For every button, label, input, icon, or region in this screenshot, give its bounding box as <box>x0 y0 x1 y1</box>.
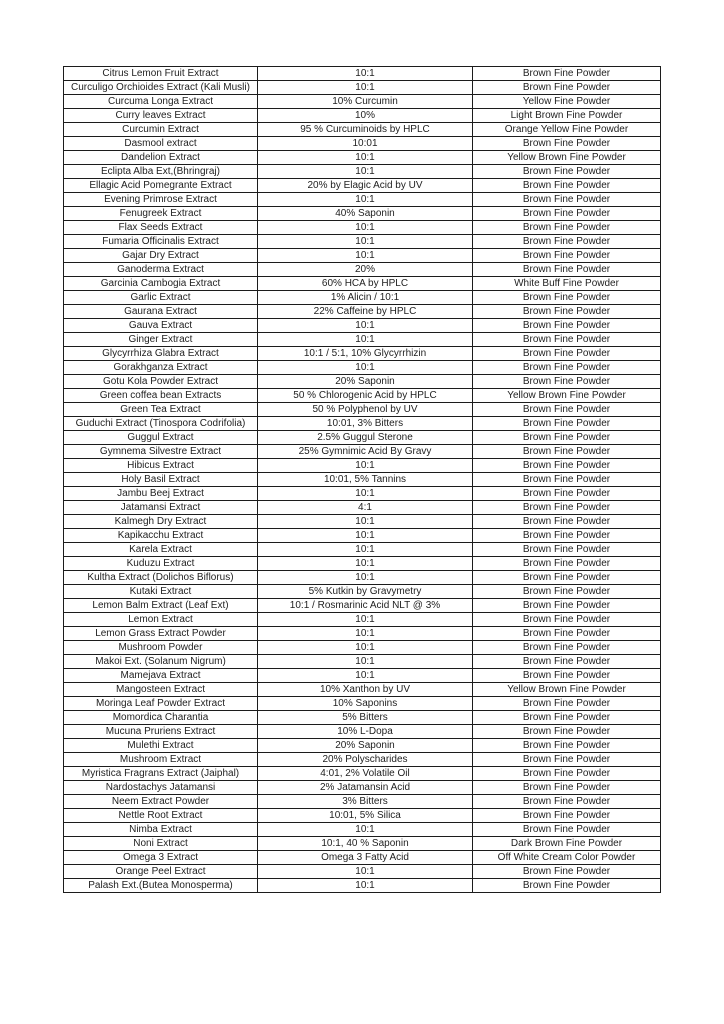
product-name-cell: Gymnema Silvestre Extract <box>64 445 258 459</box>
product-name-cell: Eclipta Alba Ext,(Bhringraj) <box>64 165 258 179</box>
appearance-cell: Brown Fine Powder <box>473 81 661 95</box>
specification-cell: 10:1 <box>258 81 473 95</box>
product-name-cell: Green coffea bean Extracts <box>64 389 258 403</box>
specification-cell: 10% Xanthon by UV <box>258 683 473 697</box>
appearance-cell: Brown Fine Powder <box>473 263 661 277</box>
product-name-cell: Lemon Extract <box>64 613 258 627</box>
table-row <box>64 697 661 711</box>
specification-cell: 10:1 <box>258 669 473 683</box>
specification-cell: 10:1 <box>258 613 473 627</box>
specification-cell: 1% Alicin / 10:1 <box>258 291 473 305</box>
product-name-cell: Fumaria Officinalis Extract <box>64 235 258 249</box>
appearance-cell: Brown Fine Powder <box>473 487 661 501</box>
table-row <box>64 207 661 221</box>
table-row <box>64 403 661 417</box>
table-row <box>64 291 661 305</box>
specification-cell: 10:01, 5% Silica <box>258 809 473 823</box>
table-row <box>64 753 661 767</box>
specification-cell: 20% <box>258 263 473 277</box>
product-name-cell: Mushroom Extract <box>64 753 258 767</box>
appearance-cell: Brown Fine Powder <box>473 459 661 473</box>
table-row <box>64 221 661 235</box>
specification-cell: 10:1 <box>258 333 473 347</box>
product-name-cell: Ellagic Acid Pomegrante Extract <box>64 179 258 193</box>
specification-cell: 2.5% Guggul Sterone <box>258 431 473 445</box>
table-row <box>64 95 661 109</box>
product-name-cell: Gauva Extract <box>64 319 258 333</box>
appearance-cell: Yellow Brown Fine Powder <box>473 389 661 403</box>
appearance-cell: Brown Fine Powder <box>473 781 661 795</box>
specification-cell: 10:1 <box>258 361 473 375</box>
appearance-cell: Brown Fine Powder <box>473 753 661 767</box>
appearance-cell: Brown Fine Powder <box>473 571 661 585</box>
specification-cell: 10:1 <box>258 193 473 207</box>
table-row <box>64 473 661 487</box>
product-name-cell: Mulethi Extract <box>64 739 258 753</box>
specification-cell: 20% Saponin <box>258 375 473 389</box>
table-row <box>64 347 661 361</box>
product-name-cell: Holy Basil Extract <box>64 473 258 487</box>
product-name-cell: Hibicus Extract <box>64 459 258 473</box>
appearance-cell: Dark Brown Fine Powder <box>473 837 661 851</box>
table-row <box>64 571 661 585</box>
product-name-cell: Gaurana Extract <box>64 305 258 319</box>
specification-cell: 10:1 <box>258 557 473 571</box>
appearance-cell: Brown Fine Powder <box>473 445 661 459</box>
specification-cell: 10:1 <box>258 529 473 543</box>
table-row <box>64 165 661 179</box>
table-row <box>64 235 661 249</box>
specification-cell: 10:1 <box>258 543 473 557</box>
table-row <box>64 375 661 389</box>
appearance-cell: Brown Fine Powder <box>473 375 661 389</box>
appearance-cell: Brown Fine Powder <box>473 641 661 655</box>
appearance-cell: Brown Fine Powder <box>473 305 661 319</box>
specification-cell: 10% Saponins <box>258 697 473 711</box>
appearance-cell: Brown Fine Powder <box>473 795 661 809</box>
specification-cell: 10:1 / 5:1, 10% Glycyrrhizin <box>258 347 473 361</box>
appearance-cell: Brown Fine Powder <box>473 361 661 375</box>
product-name-cell: Curcumin Extract <box>64 123 258 137</box>
table-row <box>64 613 661 627</box>
appearance-cell: Brown Fine Powder <box>473 515 661 529</box>
product-name-cell: Ginger Extract <box>64 333 258 347</box>
specification-cell: 22% Caffeine by HPLC <box>258 305 473 319</box>
table-row <box>64 487 661 501</box>
appearance-cell: Brown Fine Powder <box>473 165 661 179</box>
table-row <box>64 641 661 655</box>
product-name-cell: Kutaki Extract <box>64 585 258 599</box>
product-name-cell: Kuduzu Extract <box>64 557 258 571</box>
product-name-cell: Flax Seeds Extract <box>64 221 258 235</box>
product-name-cell: Glycyrrhiza Glabra Extract <box>64 347 258 361</box>
specification-cell: 10% L-Dopa <box>258 725 473 739</box>
product-name-cell: Lemon Grass Extract Powder <box>64 627 258 641</box>
appearance-cell: Brown Fine Powder <box>473 333 661 347</box>
appearance-cell: Brown Fine Powder <box>473 557 661 571</box>
table-row <box>64 123 661 137</box>
table-row <box>64 557 661 571</box>
appearance-cell: Brown Fine Powder <box>473 627 661 641</box>
appearance-cell: Brown Fine Powder <box>473 193 661 207</box>
appearance-cell: Brown Fine Powder <box>473 347 661 361</box>
table-row <box>64 305 661 319</box>
appearance-cell: Off White Cream Color Powder <box>473 851 661 865</box>
product-name-cell: Orange Peel Extract <box>64 865 258 879</box>
table-row <box>64 459 661 473</box>
table-row <box>64 417 661 431</box>
table-row <box>64 193 661 207</box>
table-row <box>64 151 661 165</box>
product-name-cell: Curry leaves Extract <box>64 109 258 123</box>
product-name-cell: Kalmegh Dry Extract <box>64 515 258 529</box>
table-row <box>64 361 661 375</box>
product-name-cell: Kapikacchu Extract <box>64 529 258 543</box>
product-name-cell: Curculigo Orchioides Extract (Kali Musli) <box>64 81 258 95</box>
appearance-cell: Brown Fine Powder <box>473 613 661 627</box>
product-name-cell: Curcuma Longa Extract <box>64 95 258 109</box>
table-row <box>64 249 661 263</box>
product-name-cell: Moringa Leaf Powder Extract <box>64 697 258 711</box>
appearance-cell: Brown Fine Powder <box>473 725 661 739</box>
specification-cell: 2% Jatamansin Acid <box>258 781 473 795</box>
appearance-cell: Brown Fine Powder <box>473 221 661 235</box>
appearance-cell: Yellow Brown Fine Powder <box>473 683 661 697</box>
table-row <box>64 277 661 291</box>
appearance-cell: Brown Fine Powder <box>473 543 661 557</box>
appearance-cell: Brown Fine Powder <box>473 823 661 837</box>
product-name-cell: Palash Ext.(Butea Monosperma) <box>64 879 258 893</box>
appearance-cell: Brown Fine Powder <box>473 809 661 823</box>
appearance-cell: Light Brown Fine Powder <box>473 109 661 123</box>
product-name-cell: Guduchi Extract (Tinospora Codrifolia) <box>64 417 258 431</box>
table-body <box>64 67 661 893</box>
specification-cell: 10:1, 40 % Saponin <box>258 837 473 851</box>
appearance-cell: White Buff Fine Powder <box>473 277 661 291</box>
appearance-cell: Brown Fine Powder <box>473 529 661 543</box>
product-name-cell: Gajar Dry Extract <box>64 249 258 263</box>
table-row <box>64 529 661 543</box>
specification-cell: 10:1 <box>258 487 473 501</box>
appearance-cell: Brown Fine Powder <box>473 711 661 725</box>
table-row <box>64 851 661 865</box>
specification-cell: 95 % Curcuminoids by HPLC <box>258 123 473 137</box>
product-name-cell: Gotu Kola Powder Extract <box>64 375 258 389</box>
product-name-cell: Dandelion Extract <box>64 151 258 165</box>
table-row <box>64 655 661 669</box>
table-row <box>64 263 661 277</box>
appearance-cell: Brown Fine Powder <box>473 67 661 81</box>
specification-cell: 10:1 <box>258 67 473 81</box>
table-row <box>64 669 661 683</box>
specification-cell: 10:1 <box>258 151 473 165</box>
table-row <box>64 627 661 641</box>
table-row <box>64 837 661 851</box>
appearance-cell: Brown Fine Powder <box>473 179 661 193</box>
appearance-cell: Brown Fine Powder <box>473 207 661 221</box>
appearance-cell: Brown Fine Powder <box>473 669 661 683</box>
table-row <box>64 67 661 81</box>
product-name-cell: Omega 3 Extract <box>64 851 258 865</box>
specification-cell: 4:01, 2% Volatile Oil <box>258 767 473 781</box>
specification-cell: 10:1 <box>258 823 473 837</box>
product-name-cell: Neem Extract Powder <box>64 795 258 809</box>
specification-cell: 10:1 <box>258 655 473 669</box>
specification-cell: 3% Bitters <box>258 795 473 809</box>
table-row <box>64 599 661 613</box>
product-name-cell: Dasmool extract <box>64 137 258 151</box>
product-name-cell: Gorakhganza Extract <box>64 361 258 375</box>
table-row <box>64 711 661 725</box>
product-name-cell: Noni Extract <box>64 837 258 851</box>
specification-cell: 10:1 <box>258 249 473 263</box>
appearance-cell: Brown Fine Powder <box>473 235 661 249</box>
appearance-cell: Brown Fine Powder <box>473 249 661 263</box>
product-name-cell: Makoi Ext. (Solanum Nigrum) <box>64 655 258 669</box>
specification-cell: 20% by Elagic Acid by UV <box>258 179 473 193</box>
specification-cell: 5% Kutkin by Gravymetry <box>258 585 473 599</box>
specification-cell: 20% Polyscharides <box>258 753 473 767</box>
specification-cell: 10:1 <box>258 879 473 893</box>
appearance-cell: Brown Fine Powder <box>473 417 661 431</box>
appearance-cell: Yellow Brown Fine Powder <box>473 151 661 165</box>
specification-cell: 50 % Polyphenol by UV <box>258 403 473 417</box>
table-row <box>64 767 661 781</box>
table-row <box>64 781 661 795</box>
table-row <box>64 109 661 123</box>
table-row <box>64 795 661 809</box>
appearance-cell: Brown Fine Powder <box>473 501 661 515</box>
product-name-cell: Myristica Fragrans Extract (Jaiphal) <box>64 767 258 781</box>
specification-cell: 10:1 <box>258 865 473 879</box>
appearance-cell: Brown Fine Powder <box>473 431 661 445</box>
product-name-cell: Kultha Extract (Dolichos Biflorus) <box>64 571 258 585</box>
specification-cell: 40% Saponin <box>258 207 473 221</box>
specification-cell: 10:1 <box>258 235 473 249</box>
product-name-cell: Jatamansi Extract <box>64 501 258 515</box>
table-row <box>64 683 661 697</box>
specification-cell: 10:1 <box>258 515 473 529</box>
specification-cell: 10:1 <box>258 641 473 655</box>
specification-cell: 60% HCA by HPLC <box>258 277 473 291</box>
product-name-cell: Mamejava Extract <box>64 669 258 683</box>
specification-cell: 10:01 <box>258 137 473 151</box>
table-row <box>64 81 661 95</box>
specification-cell: 10:01, 5% Tannins <box>258 473 473 487</box>
appearance-cell: Brown Fine Powder <box>473 697 661 711</box>
appearance-cell: Brown Fine Powder <box>473 585 661 599</box>
appearance-cell: Brown Fine Powder <box>473 865 661 879</box>
appearance-cell: Brown Fine Powder <box>473 403 661 417</box>
table-row <box>64 739 661 753</box>
product-name-cell: Nettle Root Extract <box>64 809 258 823</box>
specification-cell: 10:01, 3% Bitters <box>258 417 473 431</box>
appearance-cell: Brown Fine Powder <box>473 137 661 151</box>
appearance-cell: Brown Fine Powder <box>473 739 661 753</box>
appearance-cell: Brown Fine Powder <box>473 319 661 333</box>
product-name-cell: Citrus Lemon Fruit Extract <box>64 67 258 81</box>
specification-cell: 20% Saponin <box>258 739 473 753</box>
extracts-table <box>63 66 661 893</box>
appearance-cell: Brown Fine Powder <box>473 599 661 613</box>
table-row <box>64 445 661 459</box>
product-name-cell: Garcinia Cambogia Extract <box>64 277 258 291</box>
specification-cell: 10:1 <box>258 459 473 473</box>
specification-cell: 10:1 <box>258 571 473 585</box>
specification-cell: Omega 3 Fatty Acid <box>258 851 473 865</box>
table-row <box>64 809 661 823</box>
appearance-cell: Yellow Fine Powder <box>473 95 661 109</box>
product-name-cell: Karela Extract <box>64 543 258 557</box>
product-name-cell: Mushroom Powder <box>64 641 258 655</box>
table-row <box>64 879 661 893</box>
appearance-cell: Brown Fine Powder <box>473 473 661 487</box>
table-row <box>64 865 661 879</box>
specification-cell: 10:1 <box>258 165 473 179</box>
table-row <box>64 333 661 347</box>
product-name-cell: Jambu Beej Extract <box>64 487 258 501</box>
specification-cell: 4:1 <box>258 501 473 515</box>
appearance-cell: Brown Fine Powder <box>473 291 661 305</box>
table-row <box>64 319 661 333</box>
product-name-cell: Momordica Charantia <box>64 711 258 725</box>
specification-cell: 10:1 <box>258 221 473 235</box>
table-row <box>64 431 661 445</box>
table-row <box>64 725 661 739</box>
appearance-cell: Brown Fine Powder <box>473 767 661 781</box>
specification-cell: 5% Bitters <box>258 711 473 725</box>
specification-cell: 10% <box>258 109 473 123</box>
appearance-cell: Brown Fine Powder <box>473 879 661 893</box>
product-name-cell: Nardostachys Jatamansi <box>64 781 258 795</box>
table-row <box>64 179 661 193</box>
product-name-cell: Mangosteen Extract <box>64 683 258 697</box>
table-row <box>64 585 661 599</box>
specification-cell: 10:1 <box>258 627 473 641</box>
table-row <box>64 389 661 403</box>
specification-cell: 10% Curcumin <box>258 95 473 109</box>
specification-cell: 10:1 / Rosmarinic Acid NLT @ 3% <box>258 599 473 613</box>
product-name-cell: Lemon Balm Extract (Leaf Ext) <box>64 599 258 613</box>
specification-cell: 25% Gymnimic Acid By Gravy <box>258 445 473 459</box>
product-name-cell: Ganoderma Extract <box>64 263 258 277</box>
table-row <box>64 515 661 529</box>
table-row <box>64 137 661 151</box>
product-name-cell: Nimba Extract <box>64 823 258 837</box>
appearance-cell: Brown Fine Powder <box>473 655 661 669</box>
product-name-cell: Fenugreek Extract <box>64 207 258 221</box>
product-name-cell: Mucuna Pruriens Extract <box>64 725 258 739</box>
product-name-cell: Garlic Extract <box>64 291 258 305</box>
product-name-cell: Evening Primrose Extract <box>64 193 258 207</box>
specification-cell: 50 % Chlorogenic Acid by HPLC <box>258 389 473 403</box>
table-row <box>64 543 661 557</box>
table-row <box>64 823 661 837</box>
table-row <box>64 501 661 515</box>
appearance-cell: Orange Yellow Fine Powder <box>473 123 661 137</box>
product-name-cell: Guggul Extract <box>64 431 258 445</box>
product-name-cell: Green Tea Extract <box>64 403 258 417</box>
specification-cell: 10:1 <box>258 319 473 333</box>
